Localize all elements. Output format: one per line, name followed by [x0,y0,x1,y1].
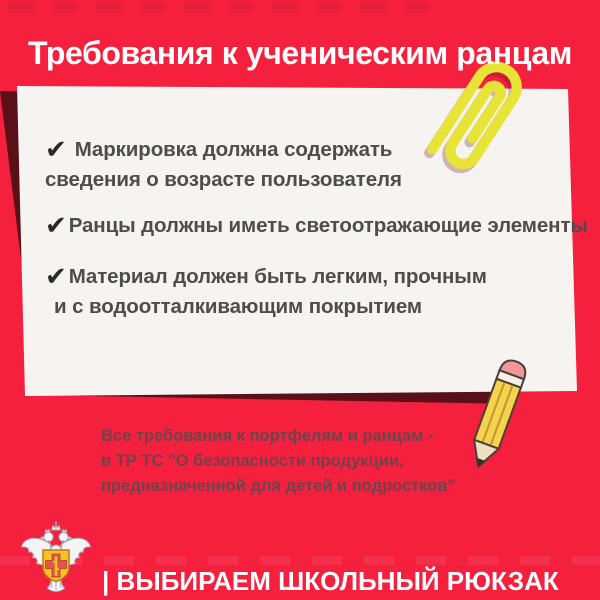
regulation-note [101,424,455,499]
requirement-item [45,210,588,241]
rospotrebnadzor-eagle-emblem [17,521,95,599]
requirement-item [45,134,402,195]
requirement-item [45,261,487,322]
requirement-text: Маркировка должна содержать [74,138,393,161]
footer-caption: | ВЫБИРАЕМ ШКОЛЬНЫЙ РЮКЗАК [102,566,559,596]
requirement-text: Ранцы должны иметь светоотражающие элементы [68,214,588,237]
page-title: Требования к ученическим ранцам [27,35,573,71]
requirement-text: и с водоотталкивающим покрытием [54,295,422,318]
requirement-text: сведения о возрасте пользователя [45,168,402,191]
crown-icon [52,524,61,530]
regulation-note-line: в ТР ТС "О безопасности продукции, [101,452,404,470]
regulation-note-line: Все требования к портфелям и ранцам - [101,427,434,445]
check-icon: ✔ [45,261,67,291]
check-icon: ✔ [45,210,67,240]
requirement-text: Материал должен быть легким, прочным [68,265,487,288]
check-icon: ✔ [45,134,67,164]
regulation-note-line: предназначенной для детей и подростков" [101,477,456,495]
